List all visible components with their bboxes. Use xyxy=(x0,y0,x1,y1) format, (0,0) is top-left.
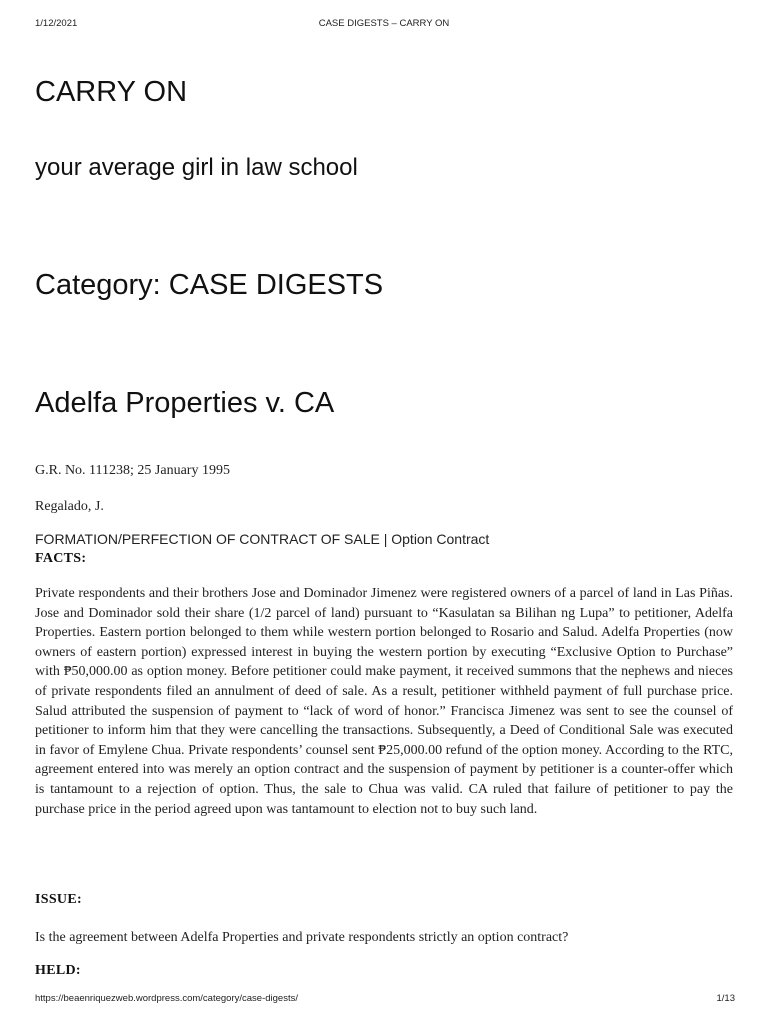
page-number: 1/13 xyxy=(716,993,735,1004)
footer-url: https://beaenriquezweb.wordpress.com/category/case-digests/ xyxy=(35,993,298,1004)
topic-line: FORMATION/PERFECTION OF CONTRACT OF SALE | Option Contract xyxy=(35,531,490,547)
site-title[interactable]: CARRY ON xyxy=(35,76,188,108)
facts-paragraph: Private respondents and their brothers Jose and Dominador Jimenez were registered owners of a parcel of land in Las Piñas. Jose and Dominador sold their share (1/2 parcel of land) pursuant to “Kasulatan sa Bilihan ng Lupa” to petitioner, Adelfa Properties. Eastern portion belonged to them while western portion belonged to Rosario and Salud. Adelfa Properties (now owners of eastern portion) expressed interest in buying the western portion by executing “Exclusive Option to Purchase” with ₱50,000.00 as option money. Before petitioner could make payment, it received summons that the nephews and nieces of private respondents filed an annulment of deed of sale. As a result, petitioner withheld payment of full purchase price. Salud attributed the suspension of payment to “lack of word of honor.” Francisca Jimenez was sent to see the counsel of petitioner to inform him that they were cancelling the transactions. Subsequently, a Deed of Conditional Sale was executed in favor of Emylene Chua. Private respondents’ counsel sent ₱25,000.00 refund of the option money. According to the RTC, agreement entered into was merely an option contract and the suspension of payment by petitioner is a counter-offer which is tantamount to a rejection of option. Thus, the sale to Chua was valid. CA ruled that failure of petitioner to pay the purchase price in the period agreed upon was tantamount to election not to buy such land. xyxy=(35,586,733,817)
print-doc-title: CASE DIGESTS – CARRY ON xyxy=(318,18,450,29)
post-title[interactable]: Adelfa Properties v. CA xyxy=(35,387,335,419)
site-tagline: your average girl in law school xyxy=(35,154,358,181)
print-date: 1/12/2021 xyxy=(35,18,78,29)
case-citation: G.R. No. 111238; 25 January 1995 xyxy=(35,463,230,478)
category-heading: Category: CASE DIGESTS xyxy=(35,269,384,301)
held-label: HELD: xyxy=(35,963,81,978)
issue-paragraph: Is the agreement between Adelfa Properties and private respondents strictly an option contract? xyxy=(35,930,569,945)
facts-label: FACTS: xyxy=(35,551,87,566)
ponente: Regalado, J. xyxy=(35,499,104,514)
issue-label: ISSUE: xyxy=(35,892,82,907)
